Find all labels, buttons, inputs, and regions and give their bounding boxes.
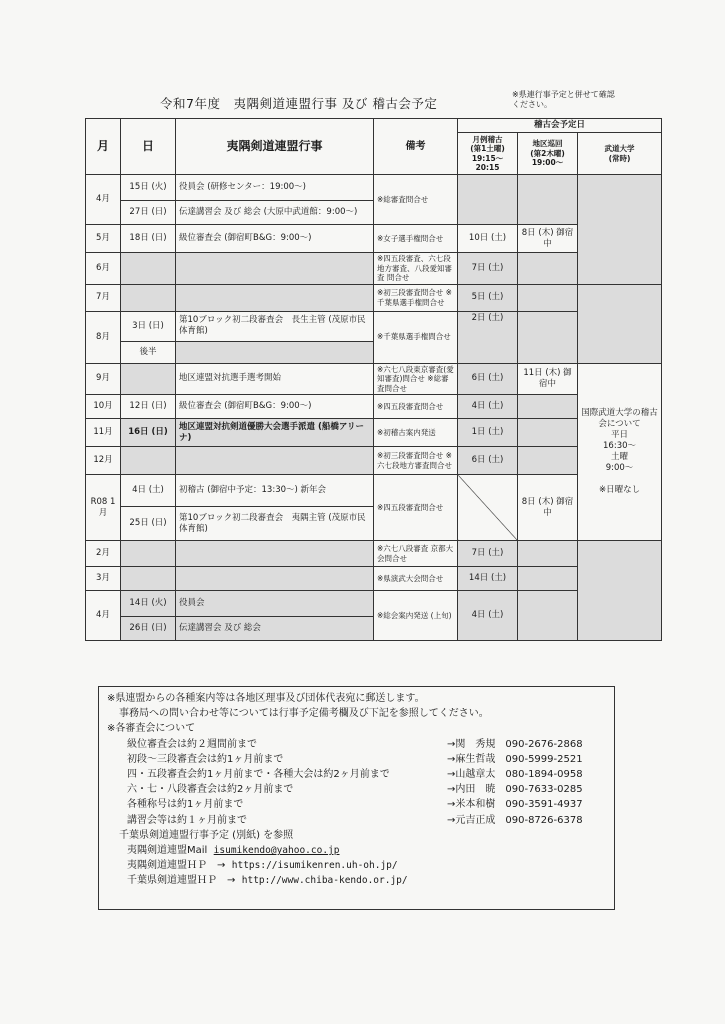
table-row	[86, 284, 662, 311]
notes-item	[107, 813, 606, 828]
notes-item-contact: →麻生哲哉 090-5999-2521	[447, 753, 583, 765]
row-district	[518, 567, 578, 591]
row-remarks: ※初三段審査問合せ ※千葉県選手権問合せ	[374, 284, 458, 311]
notes-item-contact: →米本和樹 090-3591-4937	[447, 799, 583, 811]
row-event: 地区連盟対抗剣道優勝大会選手派遣 (船橋アリーナ)	[176, 419, 374, 447]
row-event: 第10ブロック初二段審査会 夷隅主管 (茂原市民体育館)	[176, 507, 374, 541]
row-month: 4月	[86, 175, 121, 225]
row-event	[176, 567, 374, 591]
header-month: 月	[86, 119, 121, 175]
row-event: 役員会	[176, 591, 374, 617]
row-monthly: 5日 (土)	[458, 284, 518, 311]
row-event	[176, 253, 374, 285]
row-month: 10月	[86, 395, 121, 419]
row-remarks: ※初稽古案内発送	[374, 419, 458, 447]
row-event	[176, 341, 374, 363]
notes-item-text: 四・五段審査会約1ヶ月前まで・各種大会は約2ヶ月前まで	[127, 769, 390, 781]
table-row	[86, 363, 662, 395]
row-monthly-crossed	[458, 475, 518, 541]
row-month: 6月	[86, 253, 121, 285]
row-monthly: 4日 (土)	[458, 395, 518, 419]
notes-line: 千葉県剣道連盟行事予定 (別紙) を参照	[119, 829, 294, 841]
row-district	[518, 419, 578, 447]
row-district	[518, 541, 578, 567]
row-month: 12月	[86, 447, 121, 475]
table-row	[86, 253, 662, 285]
budo-empty	[578, 175, 662, 285]
notes-hp	[107, 873, 606, 888]
row-day: 14日 (火)	[121, 591, 176, 617]
row-monthly	[458, 175, 518, 225]
table-row	[86, 225, 662, 253]
header-remarks: 備考	[374, 119, 458, 175]
row-district	[518, 591, 578, 641]
notes-line: 事務局への問い合わせ等については行事予定備考欄及び下記を参照してください。	[119, 708, 489, 720]
row-event: 地区連盟対抗選手選考開始	[176, 363, 374, 395]
hp-label: 夷隅剣道連盟ＨＰ →	[127, 860, 226, 872]
row-day: 18日 (日)	[121, 225, 176, 253]
row-monthly: 6日 (土)	[458, 447, 518, 475]
row-day: 25日 (日)	[121, 507, 176, 541]
row-month: 2月	[86, 541, 121, 567]
notes-item-text: 講習会等は約１ヶ月前まで	[127, 814, 247, 826]
notes-line: ※各審査会について	[107, 723, 196, 735]
notes-item	[107, 767, 606, 782]
budo-info: 国際武道大学の稽古会について 平日 16:30～ 土曜 9:00～ ※日曜なし	[578, 363, 662, 541]
row-district: 11日 (木) 御宿中	[518, 363, 578, 395]
row-month: 5月	[86, 225, 121, 253]
row-remarks: ※県演武大会問合せ	[374, 567, 458, 591]
row-day: 12日 (日)	[121, 395, 176, 419]
row-event: 級位審査会 (御宿町B&G：9:00～)	[176, 225, 374, 253]
row-month: 9月	[86, 363, 121, 395]
row-event	[176, 541, 374, 567]
mail-label: 夷隅剣道連盟Mail	[127, 845, 208, 857]
row-day: 4日 (土)	[121, 475, 176, 507]
notes-item-text: 六・七・八段審査会は約2ヶ月前まで	[127, 784, 294, 796]
row-district	[518, 311, 578, 363]
row-day: 27日 (日)	[121, 201, 176, 225]
budo-empty	[578, 284, 662, 363]
table-row	[86, 567, 662, 591]
header-note: ※県連行事予定と併せて確認ください。	[512, 90, 615, 109]
mail-link[interactable]: isumikendo@yahoo.co.jp	[213, 845, 340, 857]
notes-item-contact: →関 秀規 090-2676-2868	[447, 738, 583, 750]
hp-link[interactable]: https://isumikenren.uh-oh.jp/	[231, 860, 398, 872]
row-district	[518, 284, 578, 311]
row-day: 26日 (日)	[121, 617, 176, 641]
row-day	[121, 253, 176, 285]
row-event	[176, 447, 374, 475]
row-month: 4月	[86, 591, 121, 641]
notes-hp	[107, 858, 606, 873]
row-monthly: 6日 (土)	[458, 363, 518, 395]
row-day	[121, 284, 176, 311]
row-month: 3月	[86, 567, 121, 591]
row-month: 8月	[86, 311, 121, 363]
hp-label: 千葉県剣道連盟ＨＰ →	[127, 875, 236, 887]
row-remarks: ※女子選手権問合せ	[374, 225, 458, 253]
notes-item-contact: →山越章太 080-1894-0958	[447, 769, 583, 781]
row-event: 級位審査会 (御宿町B&G：9:00～)	[176, 395, 374, 419]
table-row	[86, 591, 662, 617]
row-remarks: ※総会案内発送 (上旬)	[374, 591, 458, 641]
row-event: 役員会 (研修センター：19:00～)	[176, 175, 374, 201]
table-row	[86, 419, 662, 447]
row-district	[518, 175, 578, 225]
row-event	[176, 284, 374, 311]
notes-item-contact: →元吉正成 090-8726-6378	[447, 814, 583, 826]
notes-item-text: 初段～三段審査会は約1ヶ月前まで	[127, 753, 284, 765]
header-district: 地区巡回 (第2木曜) 19:00～	[518, 133, 578, 175]
notes-item	[107, 797, 606, 812]
notes-item	[107, 737, 606, 752]
row-monthly: 10日 (土)	[458, 225, 518, 253]
row-remarks: ※千葉県選手権問合せ	[374, 311, 458, 363]
row-monthly: 7日 (土)	[458, 541, 518, 567]
page-title: 令和7年度 夷隅剣道連盟行事 及び 稽古会予定	[160, 96, 438, 111]
row-event: 伝達講習会 及び 総会 (大原中武道館：9:00～)	[176, 201, 374, 225]
row-event: 第10ブロック初二段審査会 長生主管 (茂原市民体育館)	[176, 311, 374, 341]
row-remarks: ※四五段審査問合せ	[374, 395, 458, 419]
row-district	[518, 447, 578, 475]
row-day: 16日 (日)	[121, 419, 176, 447]
row-district: 8日 (木) 御宿中	[518, 475, 578, 541]
schedule-table	[85, 118, 662, 641]
row-remarks: ※六七八段審査 京都大会問合せ	[374, 541, 458, 567]
row-district	[518, 253, 578, 285]
row-day: 15日 (火)	[121, 175, 176, 201]
row-event: 伝達講習会 及び 総会	[176, 617, 374, 641]
row-monthly: 1日 (土)	[458, 419, 518, 447]
table-row	[86, 395, 662, 419]
notes-mail	[107, 843, 606, 858]
row-remarks: ※四五段審査、六七段地方審査、八段愛知審査 問合せ	[374, 253, 458, 285]
row-day	[121, 447, 176, 475]
table-row	[86, 447, 662, 475]
budo-empty	[578, 541, 662, 641]
notes-item-text: 級位審査会は約２週間前まで	[127, 738, 257, 750]
notes-item-contact: →内田 暁 090-7633-0285	[447, 784, 583, 796]
row-month: R08 1月	[86, 475, 121, 541]
notes-item-text: 各種称号は約1ヶ月前まで	[127, 799, 244, 811]
row-day	[121, 541, 176, 567]
table-row	[86, 311, 662, 341]
table-row	[86, 475, 662, 507]
row-event: 初稽古 (御宿中予定：13:30～) 新年会	[176, 475, 374, 507]
header-monthly: 月例稽古 (第1土曜) 19:15～ 20:15	[458, 133, 518, 175]
table-row	[86, 541, 662, 567]
row-day	[121, 363, 176, 395]
row-remarks: ※四五段審査問合せ	[374, 475, 458, 541]
row-monthly: 7日 (土)	[458, 253, 518, 285]
row-monthly: 2日 (土)	[458, 311, 518, 363]
row-monthly: 14日 (土)	[458, 567, 518, 591]
notes-item	[107, 782, 606, 797]
notes-line: ※県連盟からの各種案内等は各地区理事及び団体代表宛に郵送します。	[107, 693, 425, 704]
row-month: 7月	[86, 284, 121, 311]
hp-link[interactable]: http://www.chiba-kendo.or.jp/	[241, 875, 408, 887]
row-remarks: ※初三段審査問合せ ※六七段地方審査問合せ	[374, 447, 458, 475]
row-remarks: ※総審査問合せ	[374, 175, 458, 225]
row-month: 11月	[86, 419, 121, 447]
row-day: 3日 (日)	[121, 311, 176, 341]
row-day	[121, 567, 176, 591]
row-day: 後半	[121, 341, 176, 363]
notes-item	[107, 752, 606, 767]
row-remarks: ※六七八段東京審査(愛知審査)問合せ ※総審査問合せ	[374, 363, 458, 395]
header-day: 日	[121, 119, 176, 175]
header-keiko: 稽古会予定日	[458, 119, 662, 133]
table-row	[86, 175, 662, 201]
row-monthly: 4日 (土)	[458, 591, 518, 641]
row-district: 8日 (木) 御宿中	[518, 225, 578, 253]
header-event: 夷隅剣道連盟行事	[176, 119, 374, 175]
row-district	[518, 395, 578, 419]
notes-box	[98, 686, 615, 910]
header-budo: 武道大学 (常時)	[578, 133, 662, 175]
